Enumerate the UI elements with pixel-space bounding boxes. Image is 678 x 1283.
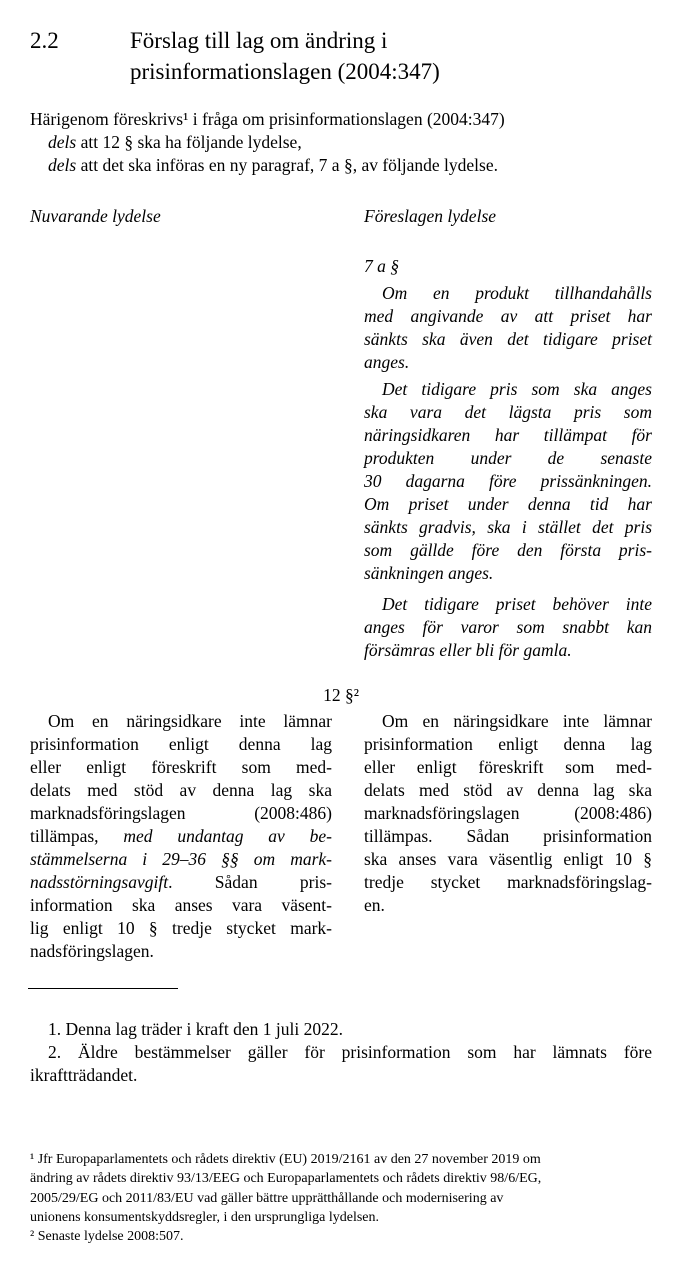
text-line: Härigenom föreskrivs¹ i fråga om prisinformationslagen (2004:347) [30, 109, 505, 129]
proposed-paragraph [364, 378, 652, 585]
column-header-proposed: Föreslagen lydelse [364, 206, 497, 226]
text-line: Om priset under denna tid har [364, 494, 652, 514]
text-line: Om en produkt tillhandahålls [382, 283, 652, 303]
text-line: prisinformation enligt denna lag [364, 734, 652, 754]
text-line: marknadsföringslagen (2008:486) [364, 803, 652, 823]
section-title [130, 25, 440, 87]
text-line: 2005/29/EG och 2011/83/EU vad gäller bättre upprätthållande och modernisering av [30, 1190, 504, 1206]
text-line: unionens konsumentskyddsregler, i den ursprungliga lydelsen. [30, 1209, 379, 1225]
text-line: ändring av rådets direktiv 93/13/EEG och Europaparlamentets och rådets direktiv 98/6/EG, [30, 1171, 542, 1187]
text-line: 1. Denna lag träder i kraft den 1 juli 2022. [48, 1019, 343, 1039]
text-line: prisinformationslagen (2004:347) [130, 59, 440, 84]
footnote-2 [30, 1227, 652, 1246]
proposed-paragraph [364, 593, 652, 662]
section-12-label: 12 §² [323, 685, 359, 705]
text-line: 30 dagarna före prissänkningen. [364, 471, 652, 491]
text-line: sänkts gradvis, ska i stället det pris [364, 517, 652, 537]
intro-paragraph [30, 108, 652, 177]
text-line: tillämpas. Sådan prisinformation [364, 826, 652, 846]
transition-item [30, 1018, 652, 1041]
new-paragraph-label: 7 a § [364, 256, 399, 276]
text-line: näringsidkaren har tillämpat för [364, 425, 652, 445]
text-line: anges. [364, 352, 410, 372]
section-heading [30, 25, 652, 87]
text-line: stämmelserna i 29–36 §§ om mark- [30, 849, 332, 869]
text-line: nadsföringslagen. [30, 941, 154, 961]
text-line: dels att det ska införas en ny paragraf, 7 a §, av följande lydelse. [48, 155, 498, 175]
text-line: delats med stöd av denna lag ska [30, 780, 332, 800]
text-line: ² Senaste lydelse 2008:507. [30, 1229, 184, 1245]
text-line: Om en näringsidkare inte lämnar [382, 711, 652, 731]
proposed-paragraph [364, 282, 652, 374]
text-line: sänkts ska även det tidigare priset [364, 329, 652, 349]
proposed-text-paragraph [364, 710, 652, 963]
text-line: lig enligt 10 § tredje stycket mark- [30, 918, 332, 938]
text-line: anges för varor som snabbt kan [364, 617, 652, 637]
footnotes-section [30, 1150, 652, 1246]
text-line: ikraftträdandet. [30, 1065, 138, 1085]
text-line: Om en näringsidkare inte lämnar [48, 711, 332, 731]
text-line: Det tidigare priset behöver inte [382, 594, 652, 614]
comparison-columns [30, 205, 652, 662]
text-line: som gällde före den första pris- [364, 540, 652, 560]
section-number: 2.2 [30, 28, 59, 53]
new-paragraph-block [364, 255, 652, 662]
current-wording-column [30, 205, 332, 662]
text-line: ska vara det lägsta pris som [364, 402, 652, 422]
text-line: dels att 12 § ska ha följande lydelse, [48, 132, 302, 152]
text-line: ska anses vara väsentlig enligt 10 § [364, 849, 652, 869]
text-line: en. [364, 895, 385, 915]
end-of-law-divider [28, 988, 178, 989]
text-line: information ska anses vara väsent- [30, 895, 332, 915]
text-line: produkten under de senaste [364, 448, 652, 468]
text-line: med angivande av att priset har [364, 306, 652, 326]
text-line: prisinformation enligt denna lag [30, 734, 332, 754]
text-line: tillämpas, med undantag av be- [30, 826, 333, 846]
footnote-1 [30, 1150, 652, 1227]
text-line: tredje stycket marknadsföringslag- [364, 872, 652, 892]
text-line: sänkningen anges. [364, 563, 494, 583]
text-line: marknadsföringslagen (2008:486) [30, 803, 332, 823]
text-line: ¹ Jfr Europaparlamentets och rådets direktiv (EU) 2019/2161 av den 27 november 2019 om [30, 1152, 541, 1167]
text-line: delats med stöd av denna lag ska [364, 780, 652, 800]
text-line: 2. Äldre bestämmelser gäller för prisinformation som har lämnats före [48, 1042, 652, 1062]
text-line: Förslag till lag om ändring i [130, 28, 388, 53]
text-line: nadsstörningsavgift. Sådan pris- [30, 872, 332, 892]
proposed-wording-column [364, 205, 652, 662]
section-12-columns [30, 710, 652, 963]
current-text-paragraph [30, 710, 332, 963]
text-line: Det tidigare pris som ska anges [382, 379, 652, 399]
transition-provisions [30, 1018, 652, 1087]
text-line: försämras eller bli för gamla. [364, 640, 572, 660]
transition-item [30, 1041, 652, 1087]
text-line: eller enligt föreskrift som med- [30, 757, 332, 777]
text-line: eller enligt föreskrift som med- [364, 757, 652, 777]
column-header-current: Nuvarande lydelse [30, 206, 161, 226]
